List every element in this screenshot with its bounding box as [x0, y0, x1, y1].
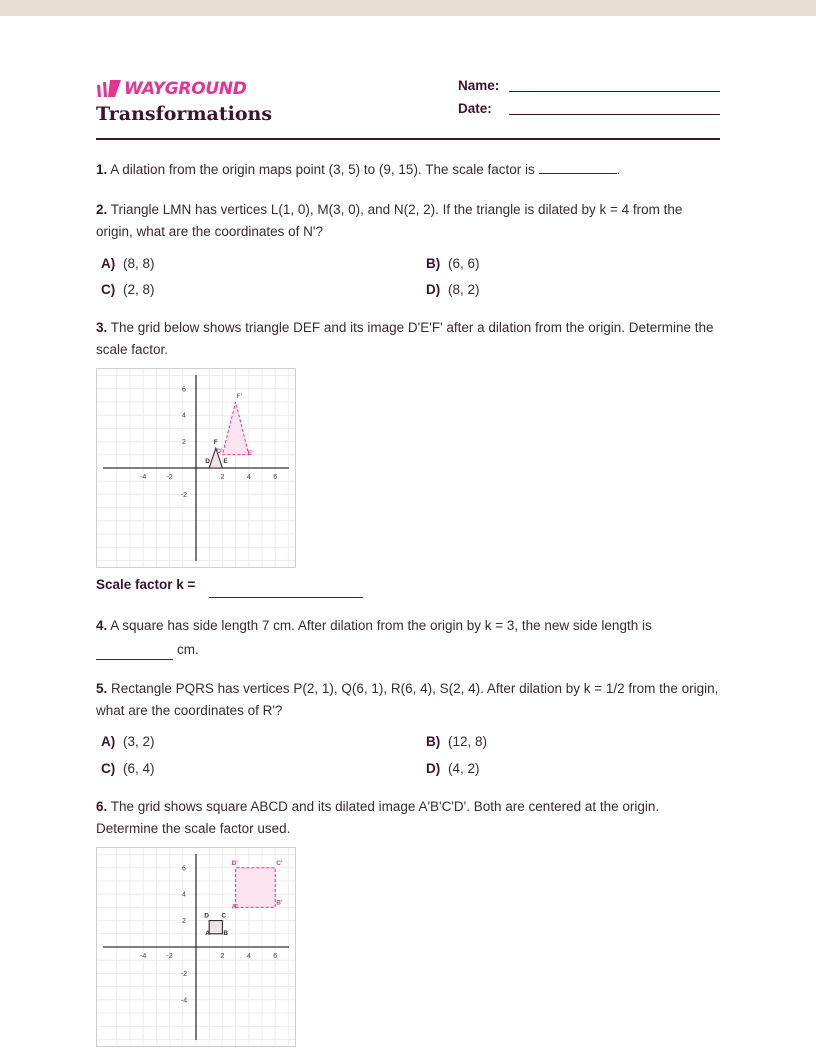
vertex-label: D'	[216, 447, 223, 455]
x-tick-label: -4	[140, 953, 147, 960]
x-tick-label: 2	[220, 474, 225, 481]
y-tick-label: 2	[182, 439, 186, 447]
x-tick-label: 4	[246, 474, 251, 481]
answer-blank[interactable]	[96, 659, 173, 660]
option-value: (2, 8)	[123, 282, 155, 297]
scale-factor-answer[interactable]	[209, 597, 363, 598]
question-text: Triangle LMN has vertices L(1, 0), M(3, 0), and N(2, 2). If the triangle is dilated by k = 4 from the origin, what are the coordinates of N'?	[96, 202, 683, 239]
option-letter: D)	[426, 282, 441, 297]
question-number: 1.	[96, 162, 108, 177]
original-square	[209, 921, 222, 934]
vertex-label: D	[205, 458, 210, 465]
unit-label: cm.	[177, 642, 199, 657]
question-2	[96, 199, 720, 243]
vertex-label: B	[223, 929, 229, 937]
question-text: The grid shows square ABCD and its dilated image A'B'C'D'. Both are centered at the origin. Determine the scale factor used.	[96, 799, 660, 836]
vertex-label: C	[221, 912, 227, 920]
header-divider	[96, 138, 720, 140]
question-number: 4.	[96, 618, 108, 633]
vertex-label: F'	[236, 393, 243, 400]
question-text: Rectangle PQRS has vertices P(2, 1), Q(6, 1), R(6, 4), S(2, 4). After dilation by k = 1/2 from the origin, what are the coordinates of R'?	[96, 681, 719, 718]
brand-name: WAYGROUND	[124, 79, 247, 99]
brand	[96, 78, 247, 100]
question-number: 6.	[96, 799, 108, 814]
y-tick-label: 6	[182, 386, 186, 394]
question-5	[96, 678, 720, 722]
vertex-label: B'	[276, 899, 283, 907]
question-4	[96, 615, 720, 637]
x-tick-label: -2	[166, 953, 173, 960]
graph-dilation-triangle	[96, 368, 296, 568]
y-tick-label: -2	[180, 970, 188, 978]
vertex-label: D'	[231, 859, 238, 867]
option-value: (4, 2)	[448, 761, 480, 776]
question-text: A square has side length 7 cm. After dilation from the origin by k = 3, the new side length is	[110, 618, 652, 633]
answer-blank[interactable]	[539, 159, 617, 174]
y-tick-label: 6	[182, 865, 186, 873]
option-d[interactable]	[426, 761, 480, 776]
wayground-logo-icon	[96, 79, 122, 99]
x-tick-label: -2	[166, 474, 173, 481]
option-b[interactable]	[426, 734, 487, 749]
vertex-label: F	[213, 439, 218, 447]
option-letter: A)	[101, 256, 116, 271]
option-letter: C)	[101, 761, 116, 776]
date-field[interactable]	[509, 114, 720, 115]
vertex-label: D	[204, 912, 209, 920]
option-b[interactable]	[426, 256, 480, 271]
coordinate-grid	[97, 369, 295, 567]
question-3	[96, 317, 720, 361]
option-c[interactable]	[101, 282, 155, 297]
name-field[interactable]	[509, 91, 720, 92]
option-value: (12, 8)	[448, 734, 488, 749]
option-letter: B)	[426, 734, 441, 749]
scale-factor-label: Scale factor k =	[96, 577, 196, 592]
option-value: (8, 8)	[123, 256, 155, 271]
question-1	[96, 159, 720, 181]
vertex-label: C'	[276, 859, 283, 867]
option-d[interactable]	[426, 282, 480, 297]
option-value: (8, 2)	[448, 282, 480, 297]
question-number: 2.	[96, 202, 108, 217]
date-label: Date:	[458, 101, 492, 116]
question-number: 5.	[96, 681, 108, 696]
question-number: 3.	[96, 320, 108, 335]
question-end: .	[616, 162, 621, 177]
x-tick-label: -4	[140, 474, 147, 481]
option-letter: C)	[101, 282, 116, 297]
x-tick-label: 6	[273, 474, 278, 481]
x-tick-label: 6	[273, 953, 278, 960]
vertex-label: A	[205, 929, 210, 937]
vertex-label: E	[223, 458, 228, 465]
y-tick-label: -4	[180, 997, 188, 1005]
name-label: Name:	[458, 78, 500, 93]
y-tick-label: 4	[182, 412, 186, 420]
option-value: (3, 2)	[123, 734, 155, 749]
y-tick-label: 2	[182, 918, 186, 926]
vertex-label: A'	[231, 903, 238, 911]
vertex-label: E'	[247, 449, 254, 457]
option-a[interactable]	[101, 256, 155, 271]
question-text: A dilation from the origin maps point (3, 5) to (9, 15). The scale factor is	[110, 162, 535, 177]
y-tick-label: 4	[182, 891, 186, 899]
question-text: The grid below shows triangle DEF and its image D'E'F' after a dilation from the origin. Determine the scale factor.	[96, 320, 714, 357]
image-square	[236, 868, 276, 908]
option-value: (6, 4)	[123, 761, 155, 776]
coordinate-grid	[97, 848, 295, 1046]
top-bar	[0, 0, 816, 16]
option-letter: A)	[101, 734, 116, 749]
question-6	[96, 796, 720, 840]
option-c[interactable]	[101, 761, 155, 776]
y-tick-label: -2	[180, 491, 188, 499]
option-a[interactable]	[101, 734, 155, 749]
option-value: (6, 6)	[448, 256, 480, 271]
x-tick-label: 4	[246, 953, 251, 960]
option-letter: B)	[426, 256, 441, 271]
x-tick-label: 2	[220, 953, 225, 960]
page-title: Transformations	[96, 103, 273, 125]
option-letter: D)	[426, 761, 441, 776]
graph-dilation-square	[96, 847, 296, 1047]
